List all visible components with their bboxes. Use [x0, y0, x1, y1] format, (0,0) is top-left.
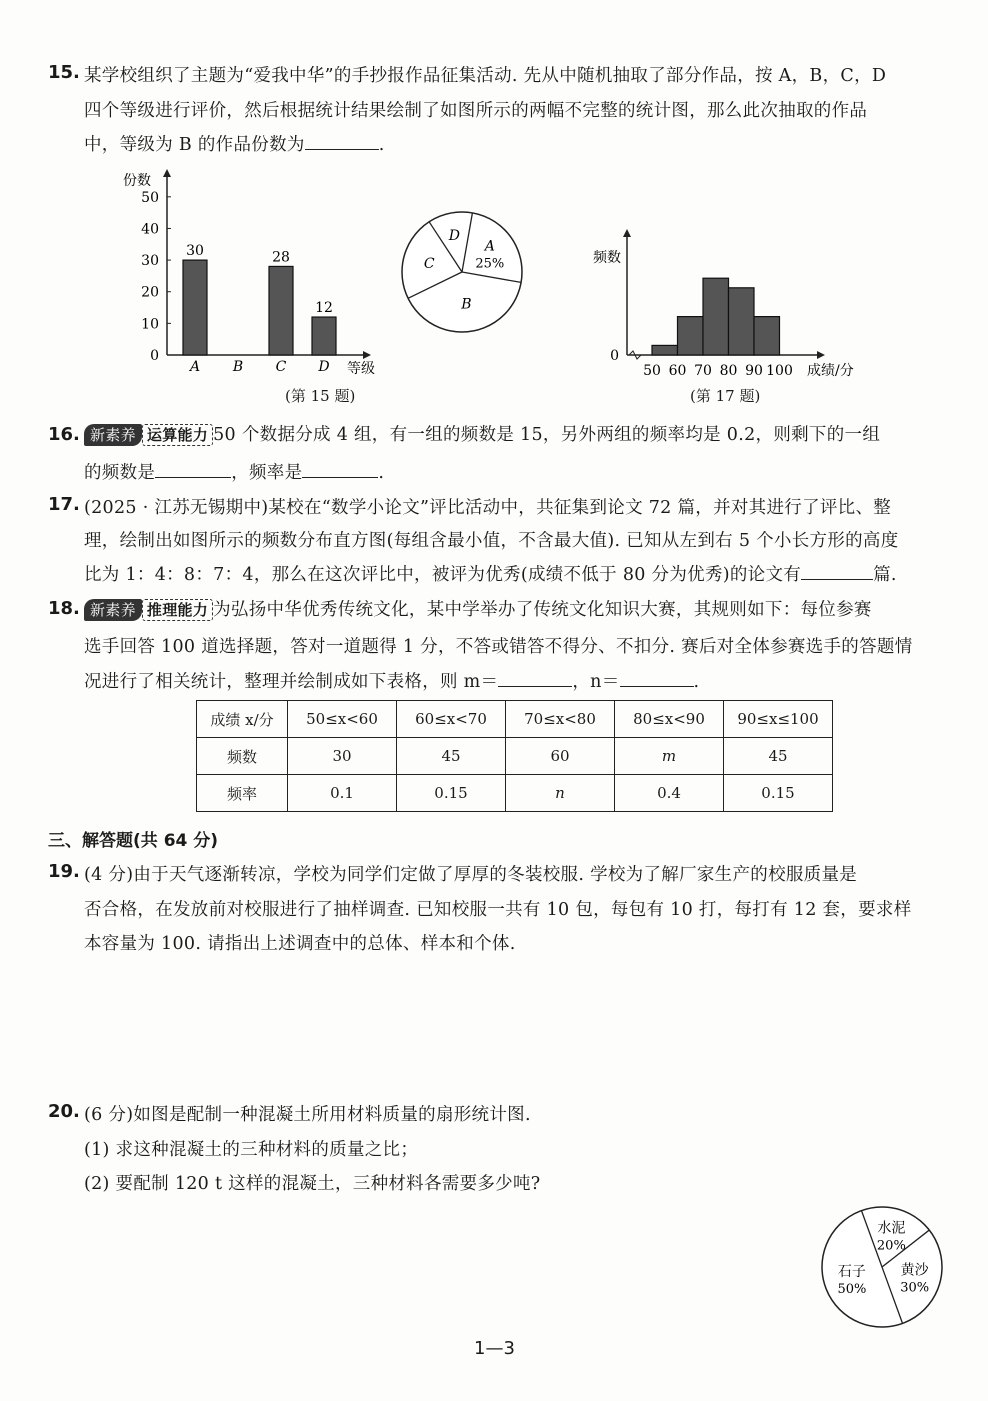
table-header-cell: 70≤x<80 — [506, 701, 615, 738]
histogram-bar — [729, 288, 755, 355]
bar-value-label: 28 — [272, 249, 290, 266]
q16-rate-blank[interactable] — [302, 460, 378, 479]
q19-line3: 本容量为 100. 请指出上述调查中的总体、样本和个体. — [84, 934, 516, 954]
q16-line1 — [84, 421, 880, 446]
pie-slice-percent: 25% — [475, 256, 505, 272]
q20-sub2: (2) 要配制 120 t 这样的混凝土，三种材料各需要多少吨? — [84, 1174, 541, 1194]
x-tick-label: 90 — [745, 363, 763, 379]
bar — [269, 266, 293, 355]
q17-answer-blank[interactable] — [801, 562, 873, 581]
bar-chart-plot — [123, 169, 375, 377]
skill-tag: 运算能力 — [142, 424, 213, 446]
table-header-cell: 50≤x<60 — [288, 701, 397, 738]
section-heading: 三、解答题(共 64 分) — [48, 831, 219, 851]
x-axis-label: 成绩/分 — [807, 363, 854, 379]
x-tick-label: D — [318, 359, 330, 375]
table-header-row — [197, 701, 833, 738]
table-row — [197, 775, 833, 812]
x-axis-label: 等级 — [347, 361, 375, 377]
table-header-cell: 80≤x<90 — [615, 701, 724, 738]
y-tick-label: 20 — [141, 284, 159, 301]
table-cell: 0.4 — [615, 775, 724, 812]
new-literacy-badge: 新素养 — [84, 424, 142, 446]
bar-value-label: 12 — [315, 300, 333, 317]
q17-histogram — [585, 225, 875, 385]
q17-line1: (2025 · 江苏无锡期中)某校在“数学小论文”评比活动中，共征集到论文 72 篇，并对其进行了评比、整 — [84, 498, 892, 518]
q18-line1 — [84, 596, 872, 621]
q20-number: 20. — [48, 1101, 80, 1122]
x-tick-label: 70 — [694, 363, 712, 379]
pie-slice-label: 水泥 — [877, 1220, 906, 1237]
q17-number: 17. — [48, 494, 80, 515]
x-tick-label: A — [189, 359, 201, 375]
q15-number: 15. — [48, 62, 80, 83]
bar-value-label: 30 — [186, 243, 204, 260]
q15-line2: 四个等级进行评价，然后根据统计结果绘制了如图所示的两幅不完整的统计图，那么此次抽取的作品 — [84, 101, 868, 121]
new-literacy-badge: 新素养 — [84, 599, 142, 621]
y-axis-arrow — [623, 229, 631, 237]
x-axis-arrow — [363, 351, 371, 359]
table-cell: 45 — [397, 738, 506, 775]
q18-number: 18. — [48, 598, 80, 619]
q18-score-table — [196, 700, 833, 812]
y-tick-label: 10 — [141, 316, 159, 333]
table-cell: 45 — [724, 738, 833, 775]
y-axis-label: 份数 — [123, 173, 151, 189]
histogram-bar — [703, 278, 729, 355]
page-number: 1—3 — [474, 1338, 515, 1359]
q18-n-blank[interactable] — [620, 669, 694, 688]
q19-number: 19. — [48, 861, 80, 882]
x-tick-label: 100 — [766, 363, 793, 379]
q16-line2-mid: ，频率是 — [231, 463, 303, 483]
y-tick-label: 30 — [141, 253, 159, 270]
q17-line3-text: 比为 1：4：8：7：4，那么在这次评比中，被评为优秀(成绩不低于 80 分为优秀)的论文有 — [84, 565, 802, 585]
q16-frequency-blank[interactable] — [155, 460, 231, 479]
y-tick-label: 0 — [610, 348, 619, 364]
q16-number: 16. — [48, 424, 80, 445]
pie-slice-label: 黄沙 — [900, 1262, 929, 1279]
pie-slice-percent: 50% — [837, 1281, 867, 1297]
q18-line3-mid: ，n＝ — [572, 672, 620, 692]
histogram-plot — [593, 229, 854, 379]
y-tick-label: 0 — [150, 348, 159, 364]
q17-line2: 理，绘制出如图所示的频数分布直方图(每组含最小值，不含最大值). 已知从左到右 5 个小长方形的高度 — [84, 531, 899, 551]
table-cell: 0.15 — [724, 775, 833, 812]
q15-line3 — [84, 131, 385, 156]
pie-chart-plot — [822, 1207, 942, 1327]
histogram-bar — [754, 317, 780, 355]
histogram-bar — [678, 317, 704, 355]
q16-line2 — [84, 459, 384, 484]
q17-caption: (第 17 题) — [690, 387, 761, 405]
q17-line3 — [84, 561, 897, 586]
q15-line3-text: 中，等级为 B 的作品份数为 — [84, 135, 305, 155]
q20-line1: (6 分)如图是配制一种混凝土所用材料质量的扇形统计图. — [84, 1105, 531, 1125]
histogram-bar — [652, 345, 678, 355]
q20-pie-chart — [815, 1200, 950, 1335]
pie-slice-percent: 30% — [900, 1280, 930, 1296]
q18-text: 为弘扬中华优秀传统文化，某中学举办了传统文化知识大赛，其规则如下：每位参赛 — [213, 600, 872, 620]
x-tick-label: 80 — [719, 363, 738, 379]
table-cell: 0.1 — [288, 775, 397, 812]
pie-slice-label: 石子 — [837, 1263, 866, 1280]
q18-m-blank[interactable] — [498, 669, 572, 688]
q16-line2-end: . — [378, 463, 385, 483]
y-axis-label: 频数 — [593, 250, 621, 266]
pie-slice-label: D — [448, 227, 460, 244]
table-header-cell: 60≤x<70 — [397, 701, 506, 738]
q19-line1: (4 分)由于天气逐渐转凉，学校为同学们定做了厚厚的冬装校服. 学校为了解厂家生产的校服质量是 — [84, 865, 858, 885]
q18-line3-text: 况进行了相关统计，整理并绘制成如下表格，则 m＝ — [84, 672, 499, 692]
table-cell: 频率 — [197, 775, 288, 812]
table-header-cell: 成绩 x/分 — [197, 701, 288, 738]
q17-line3-end: 篇. — [873, 565, 897, 585]
pie-slice-label: B — [461, 296, 472, 313]
x-tick-label: C — [275, 359, 287, 375]
q20-sub1: (1) 求这种混凝土的三种材料的质量之比； — [84, 1140, 419, 1160]
pie-slice-label: A — [484, 238, 495, 255]
q16-line2-text: 的频数是 — [84, 463, 156, 483]
q15-line1: 某学校组织了主题为“爱我中华”的手抄报作品征集活动. 先从中随机抽取了部分作品，按 A，B，C，D — [84, 66, 887, 86]
q16-text: 50 个数据分成 4 组，有一组的频数是 15，另外两组的频率均是 0.2，则剩下的一组 — [213, 425, 881, 445]
y-tick-label: 50 — [141, 189, 159, 206]
q18-line3 — [84, 668, 699, 693]
x-tick-label: B — [232, 359, 244, 375]
table-cell: 30 — [288, 738, 397, 775]
table-header-cell: 90≤x≤100 — [724, 701, 833, 738]
pie-slice-label: C — [423, 255, 435, 272]
table-cell: 频数 — [197, 738, 288, 775]
q15-line3-end: . — [378, 135, 385, 155]
x-axis-arrow — [817, 351, 825, 359]
x-tick-label: 50 — [643, 363, 661, 379]
q15-pie-chart — [395, 205, 530, 340]
bar — [312, 317, 336, 355]
q15-bar-chart — [115, 165, 400, 380]
x-tick-label: 60 — [668, 363, 687, 379]
skill-tag: 推理能力 — [142, 599, 213, 621]
bar — [183, 260, 207, 355]
q18-line2: 选手回答 100 道选择题，答对一道题得 1 分，不答或错答不得分、不扣分. 赛后对全体参赛选手的答题情 — [84, 637, 913, 657]
y-tick-label: 40 — [141, 221, 159, 238]
table-cell: 0.15 — [397, 775, 506, 812]
q18-line3-end: . — [693, 672, 700, 692]
pie-chart-plot — [402, 212, 522, 332]
table-row — [197, 738, 833, 775]
q15-caption: (第 15 题) — [285, 387, 356, 405]
q19-line2: 否合格，在发放前对校服进行了抽样调查. 已知校服一共有 10 包，每包有 10 打，每打有 12 套，要求样 — [84, 900, 912, 920]
pie-slice-percent: 20% — [876, 1238, 906, 1254]
y-axis-arrow — [163, 169, 171, 177]
table-cell: n — [506, 775, 615, 812]
table-cell: m — [615, 738, 724, 775]
table-cell: 60 — [506, 738, 615, 775]
q15-answer-blank[interactable] — [305, 132, 379, 151]
